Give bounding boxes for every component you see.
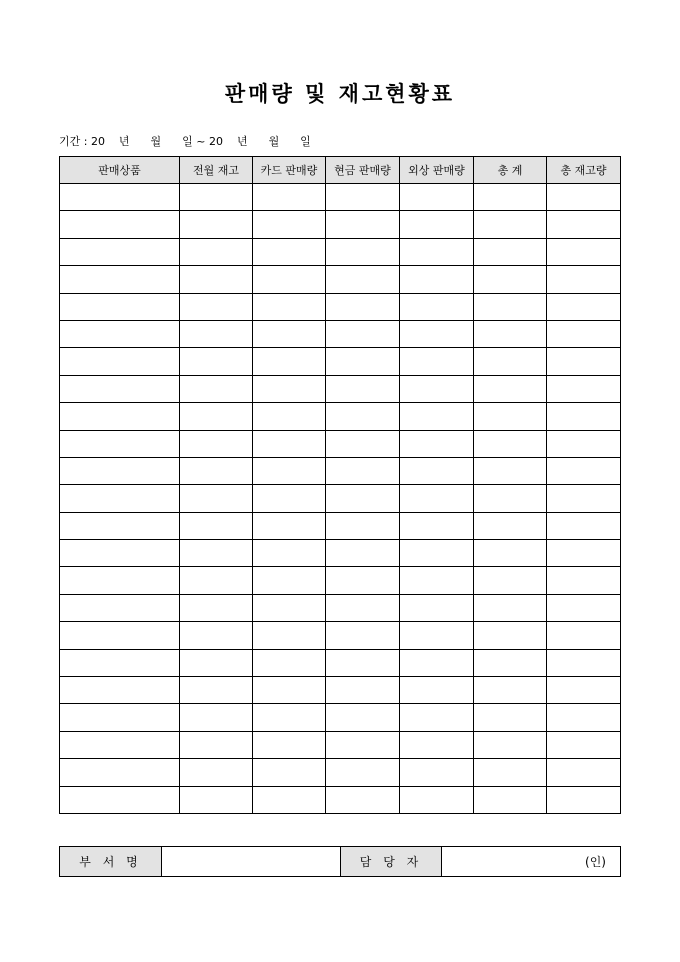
table-cell[interactable] bbox=[60, 184, 180, 211]
col-header-cash-sales: 현금 판매량 bbox=[326, 157, 400, 184]
table-cell[interactable] bbox=[180, 786, 253, 813]
table-cell[interactable] bbox=[326, 266, 400, 293]
table-cell[interactable] bbox=[60, 485, 180, 512]
table-cell[interactable] bbox=[326, 293, 400, 320]
table-cell[interactable] bbox=[547, 704, 621, 731]
table-cell[interactable] bbox=[180, 649, 253, 676]
table-cell[interactable] bbox=[253, 293, 326, 320]
table-cell[interactable] bbox=[474, 677, 547, 704]
table-row bbox=[60, 266, 621, 293]
table-row bbox=[60, 731, 621, 758]
table-cell[interactable] bbox=[180, 320, 253, 347]
table-row bbox=[60, 485, 621, 512]
table-row bbox=[60, 320, 621, 347]
table-cell[interactable] bbox=[474, 403, 547, 430]
table-row bbox=[60, 348, 621, 375]
table-cell[interactable] bbox=[326, 211, 400, 238]
table-cell[interactable] bbox=[547, 238, 621, 265]
table-cell[interactable] bbox=[253, 759, 326, 786]
table-cell[interactable] bbox=[326, 677, 400, 704]
table-cell[interactable] bbox=[60, 677, 180, 704]
document-title: 판매량 및 재고현황표 bbox=[224, 81, 456, 106]
table-cell[interactable] bbox=[326, 622, 400, 649]
table-cell[interactable] bbox=[253, 403, 326, 430]
table-cell[interactable] bbox=[547, 320, 621, 347]
table-row bbox=[60, 512, 621, 539]
col-header-prev-stock: 전월 재고 bbox=[180, 157, 253, 184]
period-line: 기간 : 20 년 월 일 ~ 20 년 월 일 bbox=[59, 135, 311, 148]
table-cell[interactable] bbox=[400, 238, 474, 265]
table-cell[interactable] bbox=[400, 485, 474, 512]
table-cell[interactable] bbox=[326, 403, 400, 430]
table-cell[interactable] bbox=[253, 567, 326, 594]
table-row bbox=[60, 704, 621, 731]
table-row bbox=[60, 293, 621, 320]
signature-row bbox=[60, 847, 621, 877]
table-cell[interactable] bbox=[547, 348, 621, 375]
table-cell[interactable] bbox=[180, 677, 253, 704]
table-cell[interactable] bbox=[400, 622, 474, 649]
table-cell[interactable] bbox=[474, 731, 547, 758]
table-cell[interactable] bbox=[400, 375, 474, 402]
table-cell[interactable] bbox=[474, 348, 547, 375]
manager-label: 담 당 자 bbox=[341, 847, 442, 877]
table-cell[interactable] bbox=[180, 622, 253, 649]
table-cell[interactable] bbox=[547, 622, 621, 649]
table-cell[interactable] bbox=[474, 567, 547, 594]
table-row bbox=[60, 759, 621, 786]
table-cell[interactable] bbox=[180, 594, 253, 621]
table-cell[interactable] bbox=[180, 211, 253, 238]
table-row bbox=[60, 238, 621, 265]
table-row bbox=[60, 567, 621, 594]
table-cell[interactable] bbox=[60, 512, 180, 539]
table-row bbox=[60, 211, 621, 238]
table-cell[interactable] bbox=[547, 759, 621, 786]
table-row bbox=[60, 403, 621, 430]
table-cell[interactable] bbox=[547, 266, 621, 293]
table-cell[interactable] bbox=[547, 457, 621, 484]
table-cell[interactable] bbox=[180, 403, 253, 430]
table-cell[interactable] bbox=[474, 266, 547, 293]
table-cell[interactable] bbox=[474, 375, 547, 402]
table-cell[interactable] bbox=[253, 457, 326, 484]
table-cell[interactable] bbox=[253, 649, 326, 676]
table-cell[interactable] bbox=[253, 184, 326, 211]
table-cell[interactable] bbox=[326, 731, 400, 758]
table-cell[interactable] bbox=[180, 184, 253, 211]
table-cell[interactable] bbox=[400, 704, 474, 731]
table-cell[interactable] bbox=[326, 457, 400, 484]
table-row bbox=[60, 540, 621, 567]
table-cell[interactable] bbox=[547, 293, 621, 320]
table-cell[interactable] bbox=[474, 704, 547, 731]
table-cell[interactable] bbox=[180, 266, 253, 293]
table-cell[interactable] bbox=[547, 677, 621, 704]
table-row bbox=[60, 375, 621, 402]
table-body bbox=[60, 184, 621, 814]
table-cell[interactable] bbox=[547, 375, 621, 402]
table-cell[interactable] bbox=[326, 759, 400, 786]
table-cell[interactable] bbox=[60, 266, 180, 293]
sales-inventory-table bbox=[59, 156, 621, 814]
table-cell[interactable] bbox=[400, 457, 474, 484]
table-cell[interactable] bbox=[253, 786, 326, 813]
table-cell[interactable] bbox=[326, 512, 400, 539]
table-cell[interactable] bbox=[547, 184, 621, 211]
table-cell[interactable] bbox=[60, 540, 180, 567]
table-cell[interactable] bbox=[326, 567, 400, 594]
table-cell[interactable] bbox=[60, 704, 180, 731]
table-cell[interactable] bbox=[60, 622, 180, 649]
table-cell[interactable] bbox=[253, 211, 326, 238]
header-row bbox=[60, 157, 621, 184]
table-row bbox=[60, 649, 621, 676]
table-cell[interactable] bbox=[474, 594, 547, 621]
table-cell[interactable] bbox=[474, 293, 547, 320]
table-cell[interactable] bbox=[253, 320, 326, 347]
table-row bbox=[60, 457, 621, 484]
table-cell[interactable] bbox=[60, 238, 180, 265]
table-cell[interactable] bbox=[326, 786, 400, 813]
table-row bbox=[60, 622, 621, 649]
table-cell[interactable] bbox=[180, 348, 253, 375]
table-cell[interactable] bbox=[547, 731, 621, 758]
table-cell[interactable] bbox=[253, 375, 326, 402]
col-header-total-stock: 총 재고량 bbox=[547, 157, 621, 184]
table-cell[interactable] bbox=[547, 211, 621, 238]
table-cell[interactable] bbox=[180, 485, 253, 512]
table-cell[interactable] bbox=[253, 430, 326, 457]
signature-table bbox=[59, 846, 621, 877]
table-cell[interactable] bbox=[60, 403, 180, 430]
table-cell[interactable] bbox=[474, 786, 547, 813]
table-cell[interactable] bbox=[60, 649, 180, 676]
table-cell[interactable] bbox=[474, 457, 547, 484]
table-cell[interactable] bbox=[474, 211, 547, 238]
table-cell[interactable] bbox=[60, 211, 180, 238]
table-cell[interactable] bbox=[180, 704, 253, 731]
table-cell[interactable] bbox=[180, 759, 253, 786]
table-cell[interactable] bbox=[326, 348, 400, 375]
table-cell[interactable] bbox=[180, 512, 253, 539]
table-cell[interactable] bbox=[253, 677, 326, 704]
table-cell[interactable] bbox=[400, 184, 474, 211]
table-cell[interactable] bbox=[474, 485, 547, 512]
table-cell[interactable] bbox=[474, 540, 547, 567]
table-cell[interactable] bbox=[180, 457, 253, 484]
table-cell[interactable] bbox=[547, 567, 621, 594]
table-cell[interactable] bbox=[60, 293, 180, 320]
table-cell[interactable] bbox=[60, 348, 180, 375]
table-cell[interactable] bbox=[547, 485, 621, 512]
table-cell[interactable] bbox=[253, 266, 326, 293]
table-cell[interactable] bbox=[474, 759, 547, 786]
table-cell[interactable] bbox=[180, 430, 253, 457]
table-cell[interactable] bbox=[326, 485, 400, 512]
table-cell[interactable] bbox=[400, 649, 474, 676]
table-cell[interactable] bbox=[400, 540, 474, 567]
table-cell[interactable] bbox=[60, 731, 180, 758]
table-cell[interactable] bbox=[326, 649, 400, 676]
table-cell[interactable] bbox=[400, 293, 474, 320]
table-cell[interactable] bbox=[326, 320, 400, 347]
table-cell[interactable] bbox=[253, 348, 326, 375]
table-cell[interactable] bbox=[400, 320, 474, 347]
table-cell[interactable] bbox=[326, 540, 400, 567]
table-cell[interactable] bbox=[253, 512, 326, 539]
table-cell[interactable] bbox=[253, 704, 326, 731]
table-cell[interactable] bbox=[326, 430, 400, 457]
table-cell[interactable] bbox=[474, 512, 547, 539]
table-cell[interactable] bbox=[400, 512, 474, 539]
table-cell[interactable] bbox=[180, 731, 253, 758]
table-cell[interactable] bbox=[400, 348, 474, 375]
table-cell[interactable] bbox=[253, 540, 326, 567]
table-cell[interactable] bbox=[180, 567, 253, 594]
table-row bbox=[60, 594, 621, 621]
table-cell[interactable] bbox=[547, 512, 621, 539]
table-row bbox=[60, 677, 621, 704]
table-cell[interactable] bbox=[326, 375, 400, 402]
table-cell[interactable] bbox=[474, 320, 547, 347]
table-row bbox=[60, 184, 621, 211]
table-cell[interactable] bbox=[253, 238, 326, 265]
table-cell[interactable] bbox=[60, 430, 180, 457]
table-cell[interactable] bbox=[60, 759, 180, 786]
table-cell[interactable] bbox=[474, 238, 547, 265]
manager-seal-field[interactable]: (인) bbox=[442, 847, 621, 877]
table-cell[interactable] bbox=[474, 622, 547, 649]
table-row bbox=[60, 786, 621, 813]
table-cell[interactable] bbox=[60, 594, 180, 621]
table-cell[interactable] bbox=[547, 649, 621, 676]
table-cell[interactable] bbox=[547, 540, 621, 567]
col-header-card-sales: 카드 판매량 bbox=[253, 157, 326, 184]
table-cell[interactable] bbox=[180, 293, 253, 320]
table-cell[interactable] bbox=[60, 567, 180, 594]
table-cell[interactable] bbox=[326, 184, 400, 211]
table-cell[interactable] bbox=[400, 759, 474, 786]
table-cell[interactable] bbox=[400, 430, 474, 457]
table-cell[interactable] bbox=[547, 786, 621, 813]
table-cell[interactable] bbox=[474, 649, 547, 676]
table-cell[interactable] bbox=[180, 375, 253, 402]
table-cell[interactable] bbox=[326, 238, 400, 265]
table-cell[interactable] bbox=[547, 403, 621, 430]
table-cell[interactable] bbox=[400, 211, 474, 238]
table-cell[interactable] bbox=[180, 238, 253, 265]
table-cell[interactable] bbox=[60, 457, 180, 484]
table-cell[interactable] bbox=[60, 320, 180, 347]
table-cell[interactable] bbox=[60, 786, 180, 813]
table-cell[interactable] bbox=[400, 567, 474, 594]
department-label: 부 서 명 bbox=[60, 847, 162, 877]
table-cell[interactable] bbox=[400, 594, 474, 621]
table-cell[interactable] bbox=[253, 731, 326, 758]
table-cell[interactable] bbox=[326, 704, 400, 731]
table-cell[interactable] bbox=[400, 677, 474, 704]
table-cell[interactable] bbox=[326, 594, 400, 621]
table-cell[interactable] bbox=[400, 731, 474, 758]
table-cell[interactable] bbox=[180, 540, 253, 567]
table-cell[interactable] bbox=[547, 430, 621, 457]
table-cell[interactable] bbox=[400, 403, 474, 430]
table-cell[interactable] bbox=[253, 622, 326, 649]
col-header-total: 총 계 bbox=[474, 157, 547, 184]
table-cell[interactable] bbox=[547, 594, 621, 621]
table-cell[interactable] bbox=[60, 375, 180, 402]
table-row bbox=[60, 430, 621, 457]
table-cell[interactable] bbox=[474, 184, 547, 211]
table-cell[interactable] bbox=[474, 430, 547, 457]
col-header-credit-sales: 외상 판매량 bbox=[400, 157, 474, 184]
table-cell[interactable] bbox=[253, 485, 326, 512]
table-cell[interactable] bbox=[400, 786, 474, 813]
col-header-product: 판매상품 bbox=[60, 157, 180, 184]
table-cell[interactable] bbox=[400, 266, 474, 293]
table-cell[interactable] bbox=[253, 594, 326, 621]
department-field[interactable] bbox=[162, 847, 341, 877]
